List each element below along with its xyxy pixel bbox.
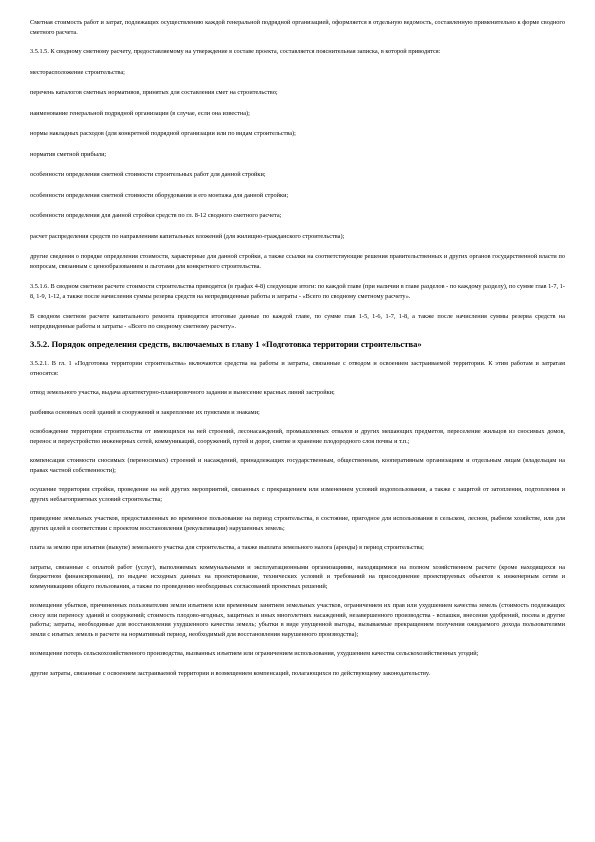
- paragraph-3-5-1-6: 3.5.1.6. В сводном сметном расчете стоимости строительства приводятся (в графах 4-8) следующие итоги: по каждой главе (при наличии в главе разделов - по каждому разделу), по сумме глав 1-7, 1-8, 1-9, 1-12, а также после начисления суммы резерва средств на непредвиденные работы и затраты - «Всего по сводному сметному расчету».: [30, 283, 565, 300]
- list-item: возмещение убытков, причиненных пользователям земли изъятием или временным занятием земельных участков, ограничением их прав или ухудшением качества земель (стоимость подлежащих сносу или переносу зданий и сооружений; стоимость плодово-ягодных, защитных и иных многолетних насаждений, незавершенного производства - вспашки, внесения удобрений, посева и другие работы; затраты, необходимые для восстановления ухудшенного качества земель; убытки в виде упущенной выгоды, вызываемые прекращением получения ожидаемого дохода пользователями земли с изъятых земель в расчете на нормативный период, необходимый для восстановления нарушенного производства);: [30, 602, 565, 638]
- list-item: возмещение потерь сельскохозяйственного производства, вызванных изъятием или ограничением использования, ухудшением качества сельскохозяйственных угодий;: [30, 650, 479, 657]
- list-item: приведение земельных участков, предоставленных во временное пользование на период строительства, в состояние, пригодное для использования в сельском, лесном, рыбном хозяйстве, или для других целей в соответствии с проектом восстановления (рекультивации) нарушенных земель;: [30, 515, 565, 532]
- list-item: разбивка основных осей зданий и сооружений и закрепление их пунктами и знаками;: [30, 408, 260, 416]
- list-item: месторасположение строительства;: [30, 68, 125, 76]
- paragraph-3-5-1-5: 3.5.1.5. К сводному сметному расчету, предоставляемому на утверждение в составе проекта, составляется пояснительная записка, в которой приводятся:: [30, 48, 441, 55]
- list-item: другие сведения о порядке определения стоимости, характерные для данной стройки, а также ссылки на соответствующие решения правительственных и других органов государственной власти по вопросам, связанным с ценообразованием и льготами для конкретного строительства.: [30, 253, 565, 270]
- list-item: расчет распределения средств по направлениям капитальных вложений (для жилищно-гражданского строительства);: [30, 232, 345, 240]
- list-item: освобождение территории строительства от имеющихся на ней строений, лесонасаждений, промышленных отвалов и других мешающих предметов, переселение жильцов из сносимых домов, перенос и переустройство инженерных сетей, коммуникаций, сооружений, путей и дорог, снятие и хранение плодородного слоя почвы и т.п.;: [30, 428, 565, 445]
- list-item: затраты, связанные с оплатой работ (услуг), выполняемых коммунальными и эксплуатационными организациями, находящимися на полном хозяйственном расчете (кроме находящихся на бюджетном финансировании), по выдаче исходных данных на проектирование, технических условий и требований на присоединение проектируемых объектов к инженерным сетям и коммуникациям общего пользования, а также по проведению необходимых согласований проектных решений;: [30, 563, 565, 590]
- list-item: особенности определения сметной стоимости оборудования и его монтажа для данной стройки;: [30, 191, 289, 199]
- list-item: особенности определения для данной стройки средств по гл. 8-12 сводного сметного расчета;: [30, 212, 282, 219]
- list-item: компенсация стоимости сносимых (переносимых) строений и насаждений, принадлежащих государственным, общественным, кооперативным организациям и отдельным лицам (владельцам на правах частной собственности);: [30, 457, 565, 474]
- section-heading: 3.5.2. Порядок определения средств, включаемых в главу 1 «Подготовка территории строительства»: [30, 339, 422, 349]
- paragraph: В сводном сметном расчете капитального ремонта приводятся итоговые данные по каждой главе, по сумме глав 1-5, 1-6, 1-7, 1-8, а также после начисления суммы резерва средств на непредвиденные работы и затраты - «Всего по сводному сметному расчету».: [30, 313, 565, 330]
- list-item: перечень каталогов сметных нормативов, принятых для составления смет на строительство;: [30, 89, 278, 96]
- list-item: наименование генеральной подрядной организации (в случае, если она известна);: [30, 109, 250, 117]
- paragraph-3-5-2-1: 3.5.2.1. В гл. 1 «Подготовка территории строительства» включаются средства на работы и затраты, связанные с отводом и освоением застраиваемой территории. К этим работам и затратам относятся:: [30, 360, 565, 377]
- list-item: осушение территории стройки, проведение на ней других мероприятий, связанных с прекращением или изменением условий водопользования, а также с защитой от затопления, подтопления и других неблагоприятных условий строительства;: [30, 486, 565, 503]
- list-item: другие затраты, связанные с освоением застраиваемой территории и возмещением компенсаций, полагающихся по действующему законодательству.: [30, 669, 430, 677]
- paragraph: Сметная стоимость работ и затрат, подлежащих осуществлению каждой генеральной подрядной организацией, оформляется в отдельную ведомость, составленную применительно к форме сводного сметного расчета.: [30, 19, 565, 36]
- list-item: плата за землю при изъятии (выкупе) земельного участка для строительства, а также выплата земельного налога (аренды) в период строительства;: [30, 544, 424, 551]
- list-item: отвод земельного участка, выдача архитектурно-планировочного задания и вынесение красных линий застройки;: [30, 389, 335, 396]
- list-item: нормы накладных расходов (для конкретной подрядной организации или по видам строительства);: [30, 130, 296, 137]
- list-item: особенности определения сметной стоимости строительных работ для данной стройки;: [30, 171, 266, 178]
- list-item: норматив сметной прибыли;: [30, 150, 107, 158]
